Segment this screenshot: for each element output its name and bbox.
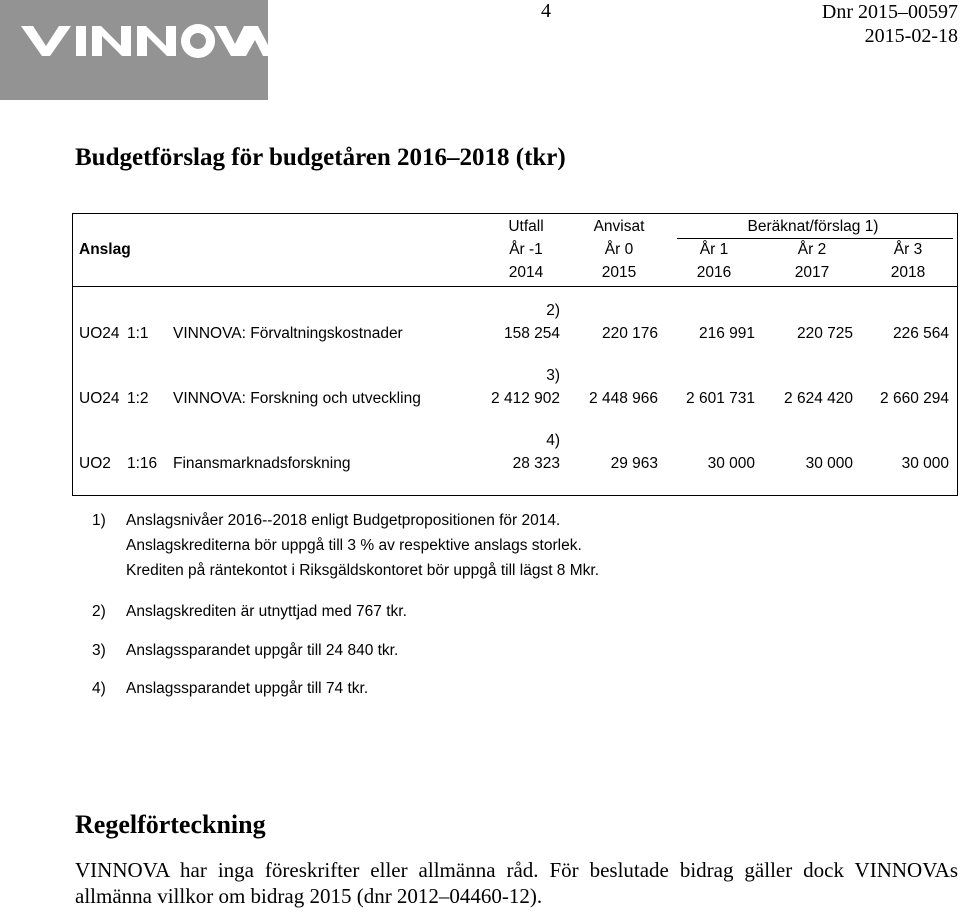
col-header-2016-line3: 2016: [696, 264, 732, 281]
row1-val-2017: 220 725: [796, 325, 853, 342]
page-title: Budgetförslag för budgetåren 2016–2018 (tkr): [75, 144, 566, 171]
row2-note: 3): [546, 367, 560, 384]
col-header-2016-line2: År 1: [699, 241, 729, 258]
row1-name: VINNOVA: Förvaltningskostnader: [173, 325, 403, 342]
row3-val-2014: 28 323: [512, 455, 560, 472]
row3-val-2015: 29 963: [610, 455, 658, 472]
col-header-2015-line3: 2015: [601, 264, 637, 281]
row2-val-2018: 2 660 294: [880, 390, 949, 407]
anslag-header: Anslag: [79, 241, 131, 258]
row2-val-2017: 2 624 420: [784, 390, 853, 407]
row2-code: UO24: [79, 390, 120, 407]
row1-val-2018: 226 564: [892, 325, 949, 342]
col-header-2017-line3: 2017: [794, 264, 830, 281]
row3-code: UO2: [79, 455, 111, 472]
row1-val-2015: 220 176: [601, 325, 658, 342]
row3-val-2018: 30 000: [901, 455, 949, 472]
col-header-2014-line1: Utfall: [508, 218, 544, 235]
header-divider: [73, 286, 958, 287]
row1-val-2016: 216 991: [698, 325, 755, 342]
row2-val-2016: 2 601 731: [686, 390, 755, 407]
dnr-number: Dnr 2015–00597: [821, 1, 958, 23]
row3-val-2017: 30 000: [805, 455, 853, 472]
footnote-text-1: Anslagsnivåer 2016--2018 enligt Budgetpropositionen för 2014.: [126, 512, 561, 529]
document-date: 2015-02-18: [864, 25, 958, 47]
col-header-2015-line2: År 0: [604, 241, 634, 258]
row2-num: 1:2: [127, 390, 149, 407]
col-header-2017-line2: År 2: [797, 241, 827, 258]
row1-num: 1:1: [127, 325, 149, 342]
footnote-text-3: Anslagssparandet uppgår till 24 840 tkr.: [126, 642, 399, 659]
row3-val-2016: 30 000: [707, 455, 755, 472]
row1-note: 2): [546, 302, 560, 319]
col-header-2014-line3: 2014: [508, 264, 544, 281]
row1-code: UO24: [79, 325, 120, 342]
footnote-marker-4: 4): [92, 680, 106, 697]
group-header: Beräknat/förslag 1): [747, 218, 879, 235]
footnote-text-2: Anslagskrediten är utnyttjad med 767 tkr.: [126, 603, 407, 620]
col-header-2018-line2: År 3: [893, 241, 923, 258]
footnote-marker-2: 2): [92, 603, 106, 620]
group-header-underline: [677, 238, 953, 239]
col-header-2014-line2: År -1: [509, 241, 543, 258]
page-number: 4: [541, 0, 551, 22]
footnote-text-4: Anslagssparandet uppgår till 74 tkr.: [126, 680, 369, 697]
document-reference: [822, 0, 958, 48]
footnote-text-1c: Krediten på räntekontot i Riksgäldskontoret bör uppgå till lägst 8 Mkr.: [126, 562, 600, 579]
col-header-2015-line1: Anvisat: [593, 218, 645, 235]
footnote-text-1b: Anslagskrediterna bör uppgå till 3 % av respektive anslags storlek.: [126, 537, 582, 554]
footnote-marker-3: 3): [92, 642, 106, 659]
row2-val-2015: 2 448 966: [589, 390, 658, 407]
vinnova-logo: [0, 0, 268, 100]
budget-table: [72, 213, 958, 496]
col-header-2018-line3: 2018: [890, 264, 926, 281]
row1-val-2014: 158 254: [503, 325, 560, 342]
vinnova-logo-mark: [0, 0, 268, 100]
section-heading-regelforteckning: Regelförteckning: [75, 810, 266, 839]
row3-note: 4): [546, 432, 560, 449]
row2-val-2014: 2 412 902: [491, 390, 560, 407]
row3-name: Finansmarknadsforskning: [173, 455, 351, 472]
section-paragraph: VINNOVA har inga föreskrifter eller allmänna råd. För beslutade bidrag gäller dock VINNOVAs allmänna villkor om bidrag 2015 (dnr 2012–04460-12).: [75, 858, 958, 908]
row2-name: VINNOVA: Forskning och utveckling: [173, 390, 421, 407]
footnote-marker-1: 1): [92, 512, 106, 529]
row3-num: 1:16: [127, 455, 158, 472]
